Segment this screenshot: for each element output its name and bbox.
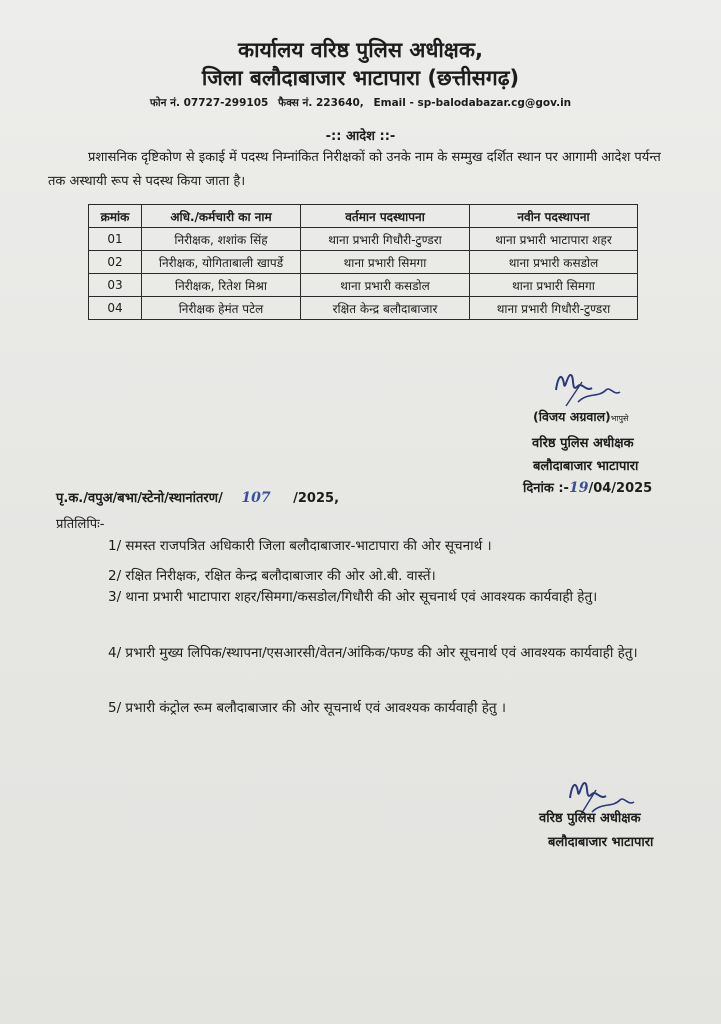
cell-new-posting: थाना प्रभारी भाटापारा शहर	[470, 228, 638, 251]
header-name: अधि./कर्मचारी का नाम	[142, 205, 301, 228]
signatory-name: (विजय अग्रवाल)	[533, 409, 611, 424]
district-title: जिला बलौदाबाजार भाटापारा (छत्तीसगढ़)	[201, 66, 520, 90]
signatory-designation: वरिष्ठ पुलिस अधीक्षक	[532, 436, 634, 451]
cell-current-posting: थाना प्रभारी सिमगा	[301, 251, 470, 274]
table-row	[89, 251, 638, 274]
table-row	[89, 228, 638, 251]
signatory-district: बलौदाबाजार भाटापारा	[533, 459, 639, 474]
signatory-service: भापुसे	[610, 414, 629, 423]
cell-new-posting: थाना प्रभारी कसडोल	[470, 251, 638, 274]
office-title: कार्यालय वरिष्ठ पुलिस अधीक्षक,	[238, 38, 483, 62]
date-day-handwritten: 19	[568, 480, 589, 496]
signatory-name-line	[533, 408, 628, 425]
cell-name: निरीक्षक, शशांक सिंह	[142, 228, 301, 251]
table-row	[89, 274, 638, 297]
cell-serial: 03	[89, 274, 142, 297]
cell-serial: 01	[89, 228, 142, 251]
header-new-posting: नवीन पदस्थापना	[470, 205, 638, 228]
header-serial: क्रमांक	[89, 205, 142, 228]
copy-item: 2/ रक्षित निरीक्षक, रक्षित केन्द्र बलौदाबाजार की ओर ओ.बी. वास्तें।	[108, 568, 436, 584]
transfer-table	[88, 204, 638, 320]
cell-serial: 04	[89, 297, 142, 320]
table-header-row	[89, 205, 638, 228]
reference-line	[56, 488, 339, 506]
date-month-year: /04/2025	[588, 481, 653, 496]
cell-serial: 02	[89, 251, 142, 274]
cell-new-posting: थाना प्रभारी सिमगा	[470, 274, 638, 297]
order-title: -:: आदेश ::-	[325, 129, 396, 144]
date-label: दिनांक :-	[523, 481, 569, 496]
copy-item: 1/ समस्त राजपत्रित अधिकारी जिला बलौदाबाजार-भाटापारा की ओर सूचनार्थ ।	[108, 538, 492, 554]
cell-name: निरीक्षक हेमंत पटेल	[142, 297, 301, 320]
order-body: प्रशासनिक दृष्टिकोण से इकाई में पदस्थ निम्नांकित निरीक्षकों को उनके नाम के सम्मुख दर्शित स्थान पर आगामी आदेश पर्यन्त तक अस्थायी रूप से पदस्थ किया जाता है।	[48, 150, 661, 189]
copy-item: 4/ प्रभारी मुख्य लिपिक/स्थापना/एसआरसी/वेतन/आंकिक/फण्ड की ओर सूचनार्थ एवं आवश्यक कार्यवाही हेतु।	[108, 645, 638, 661]
cell-current-posting: रक्षित केन्द्र बलौदाबाजार	[301, 297, 470, 320]
cell-new-posting: थाना प्रभारी गिधौरी-टुण्डरा	[470, 297, 638, 320]
copy-item: 3/ थाना प्रभारी भाटापारा शहर/सिमगा/कसडोल/गिधौरी की ओर सूचनार्थ एवं आवश्यक कार्यवाही हेतु।	[108, 589, 598, 605]
cell-current-posting: थाना प्रभारी गिधौरी-टुण्डरा	[301, 228, 470, 251]
cell-name: निरीक्षक, रितेश मिश्रा	[142, 274, 301, 297]
reference-prefix: पृ.क./वपुअ/बभा/स्टेनो/स्थानांतरण/	[56, 491, 223, 506]
table-row	[89, 297, 638, 320]
reference-year: /2025,	[293, 491, 340, 506]
fax-number: फैक्स नं. 223640,	[277, 97, 364, 109]
phone-number: फोन नं. 07727-299105	[149, 97, 269, 109]
email-address: Email - sp-balodabazar.cg@gov.in	[373, 97, 572, 109]
reference-number-handwritten: 107	[241, 490, 271, 506]
closing-designation: वरिष्ठ पुलिस अधीक्षक	[539, 811, 641, 826]
order-date	[523, 478, 652, 496]
header-current-posting: वर्तमान पदस्थापना	[301, 205, 470, 228]
cell-current-posting: थाना प्रभारी कसडोल	[301, 274, 470, 297]
cell-name: निरीक्षक, योगिताबाली खापर्डे	[142, 251, 301, 274]
contact-line	[0, 96, 721, 110]
closing-district: बलौदाबाजार भाटापारा	[548, 835, 654, 850]
copy-item: 5/ प्रभारी कंट्रोल रूम बलौदाबाजार की ओर सूचनार्थ एवं आवश्यक कार्यवाही हेतु ।	[108, 700, 507, 716]
copy-title: प्रतिलिपिः-	[56, 517, 105, 532]
